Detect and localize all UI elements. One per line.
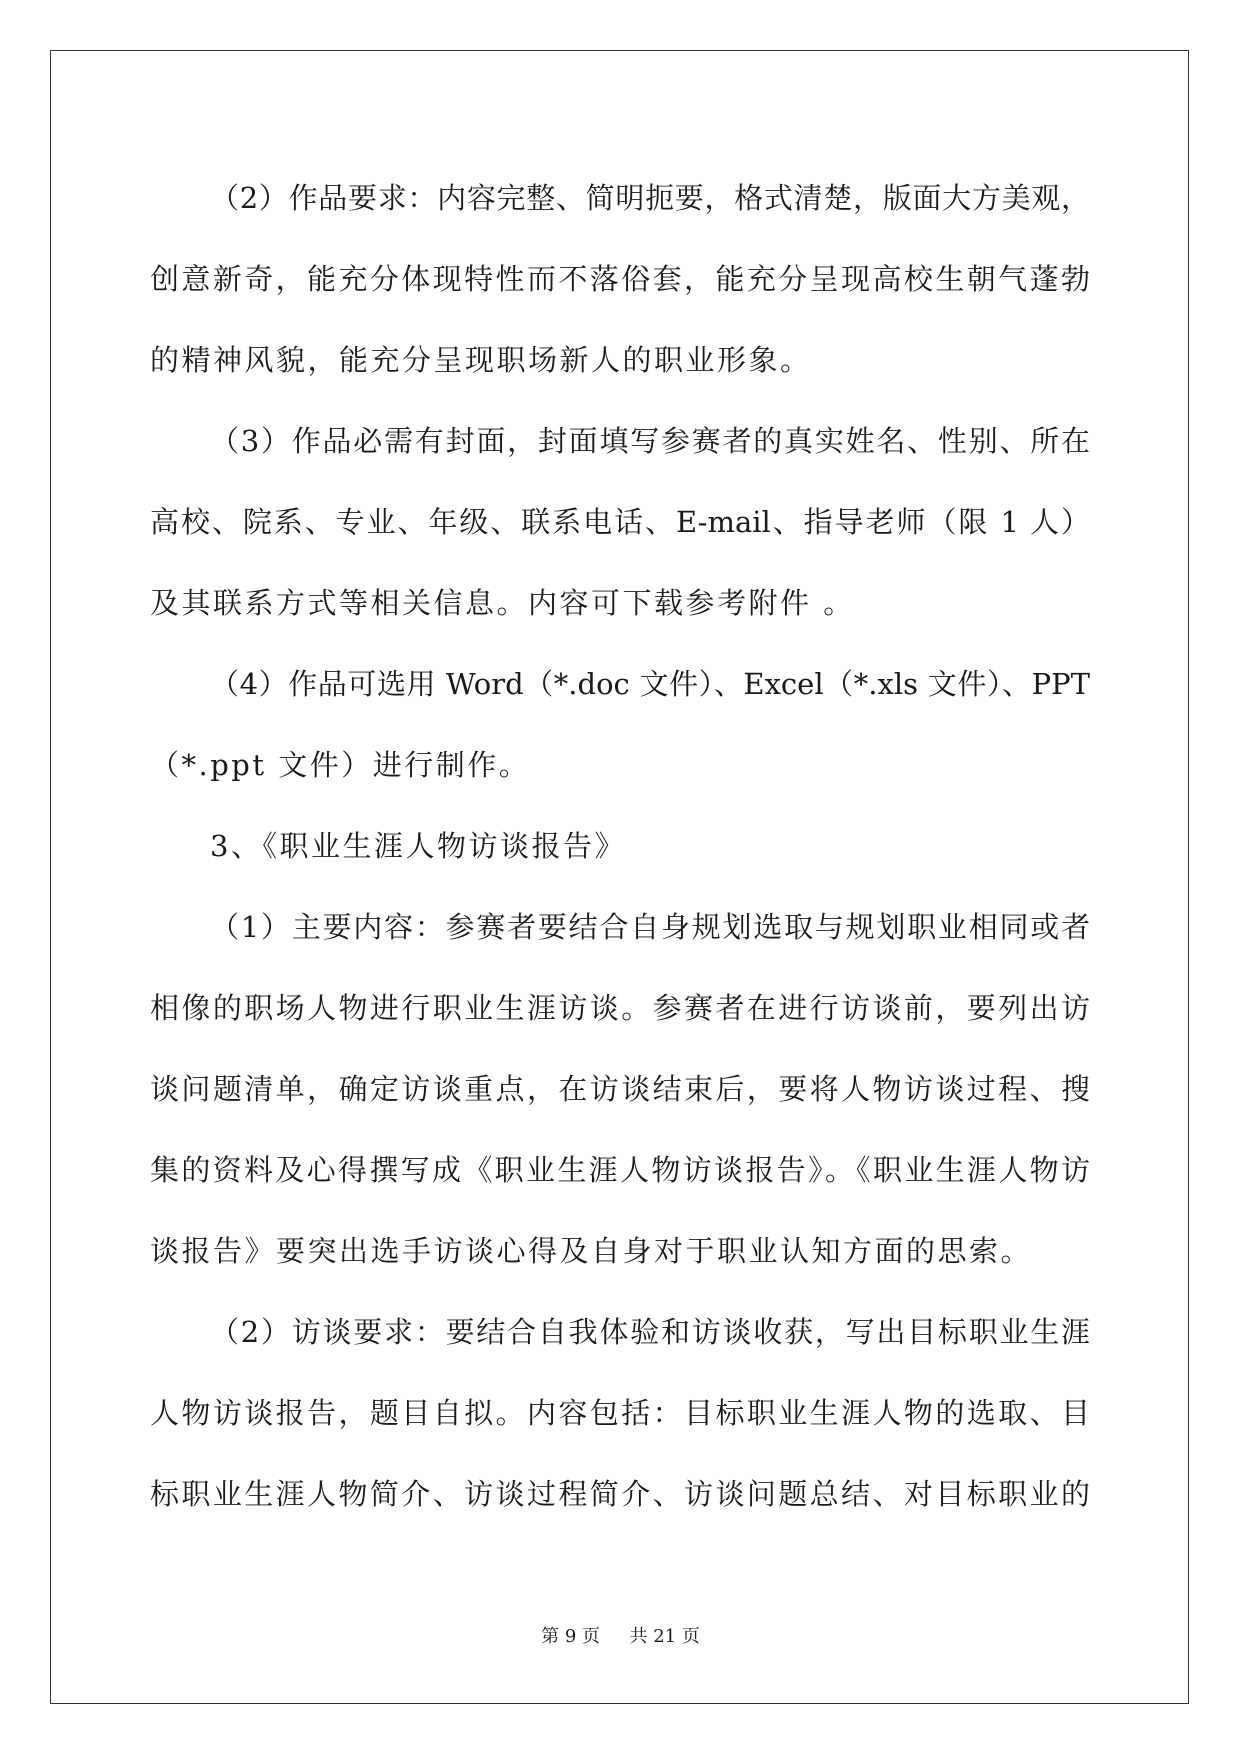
section-heading: 3、《职业生涯人物访谈报告》 <box>210 829 626 863</box>
paragraph-line: 高校、院系、专业、年级、联系电话、E-mail、指导老师（限 1 人） <box>150 505 1090 539</box>
paragraph-line: 创意新奇，能充分体现特性而不落俗套，能充分呈现高校生朝气蓬勃 <box>150 262 1090 296</box>
paragraph-line: 标职业生涯人物简介、访谈过程简介、访谈问题总结、对目标职业的 <box>150 1477 1090 1511</box>
paragraph-line: 及其联系方式等相关信息。内容可下载参考附件 。 <box>150 586 855 620</box>
page-footer <box>0 1622 1241 1648</box>
paragraph-line: （2）访谈要求：要结合自我体验和访谈收获，写出目标职业生涯 <box>210 1315 1090 1349</box>
paragraph-line: （*.ppt 文件）进行制作。 <box>150 748 531 782</box>
paragraph-line: 谈问题清单，确定访谈重点，在访谈结束后，要将人物访谈过程、搜 <box>150 1072 1090 1106</box>
paragraph-line: （3）作品必需有封面，封面填写参赛者的真实姓名、性别、所在 <box>210 424 1090 458</box>
paragraph-line: 集的资料及心得撰写成《职业生涯人物访谈报告》。《职业生涯人物访 <box>150 1153 1090 1187</box>
paragraph-line: （2）作品要求：内容完整、简明扼要，格式清楚，版面大方美观， <box>210 181 1090 215</box>
document-body <box>150 158 1090 1535</box>
paragraph-line: 谈报告》要突出选手访谈心得及自身对于职业认知方面的思索。 <box>150 1234 1033 1268</box>
page-total: 共 21 页 <box>629 1626 700 1647</box>
paragraph-line: 相像的职场人物进行职业生涯访谈。参赛者在进行访谈前，要列出访 <box>150 991 1090 1025</box>
paragraph-line: 人物访谈报告，题目自拟。内容包括：目标职业生涯人物的选取、目 <box>150 1396 1090 1430</box>
paragraph-line: 的精神风貌，能充分呈现职场新人的职业形象。 <box>150 343 812 377</box>
paragraph-line: （4）作品可选用 Word（*.doc 文件）、Excel（*.xls 文件）、PPT <box>210 667 1090 701</box>
page-number: 第 9 页 <box>541 1626 601 1647</box>
paragraph-line: （1）主要内容：参赛者要结合自身规划选取与规划职业相同或者 <box>210 910 1090 944</box>
